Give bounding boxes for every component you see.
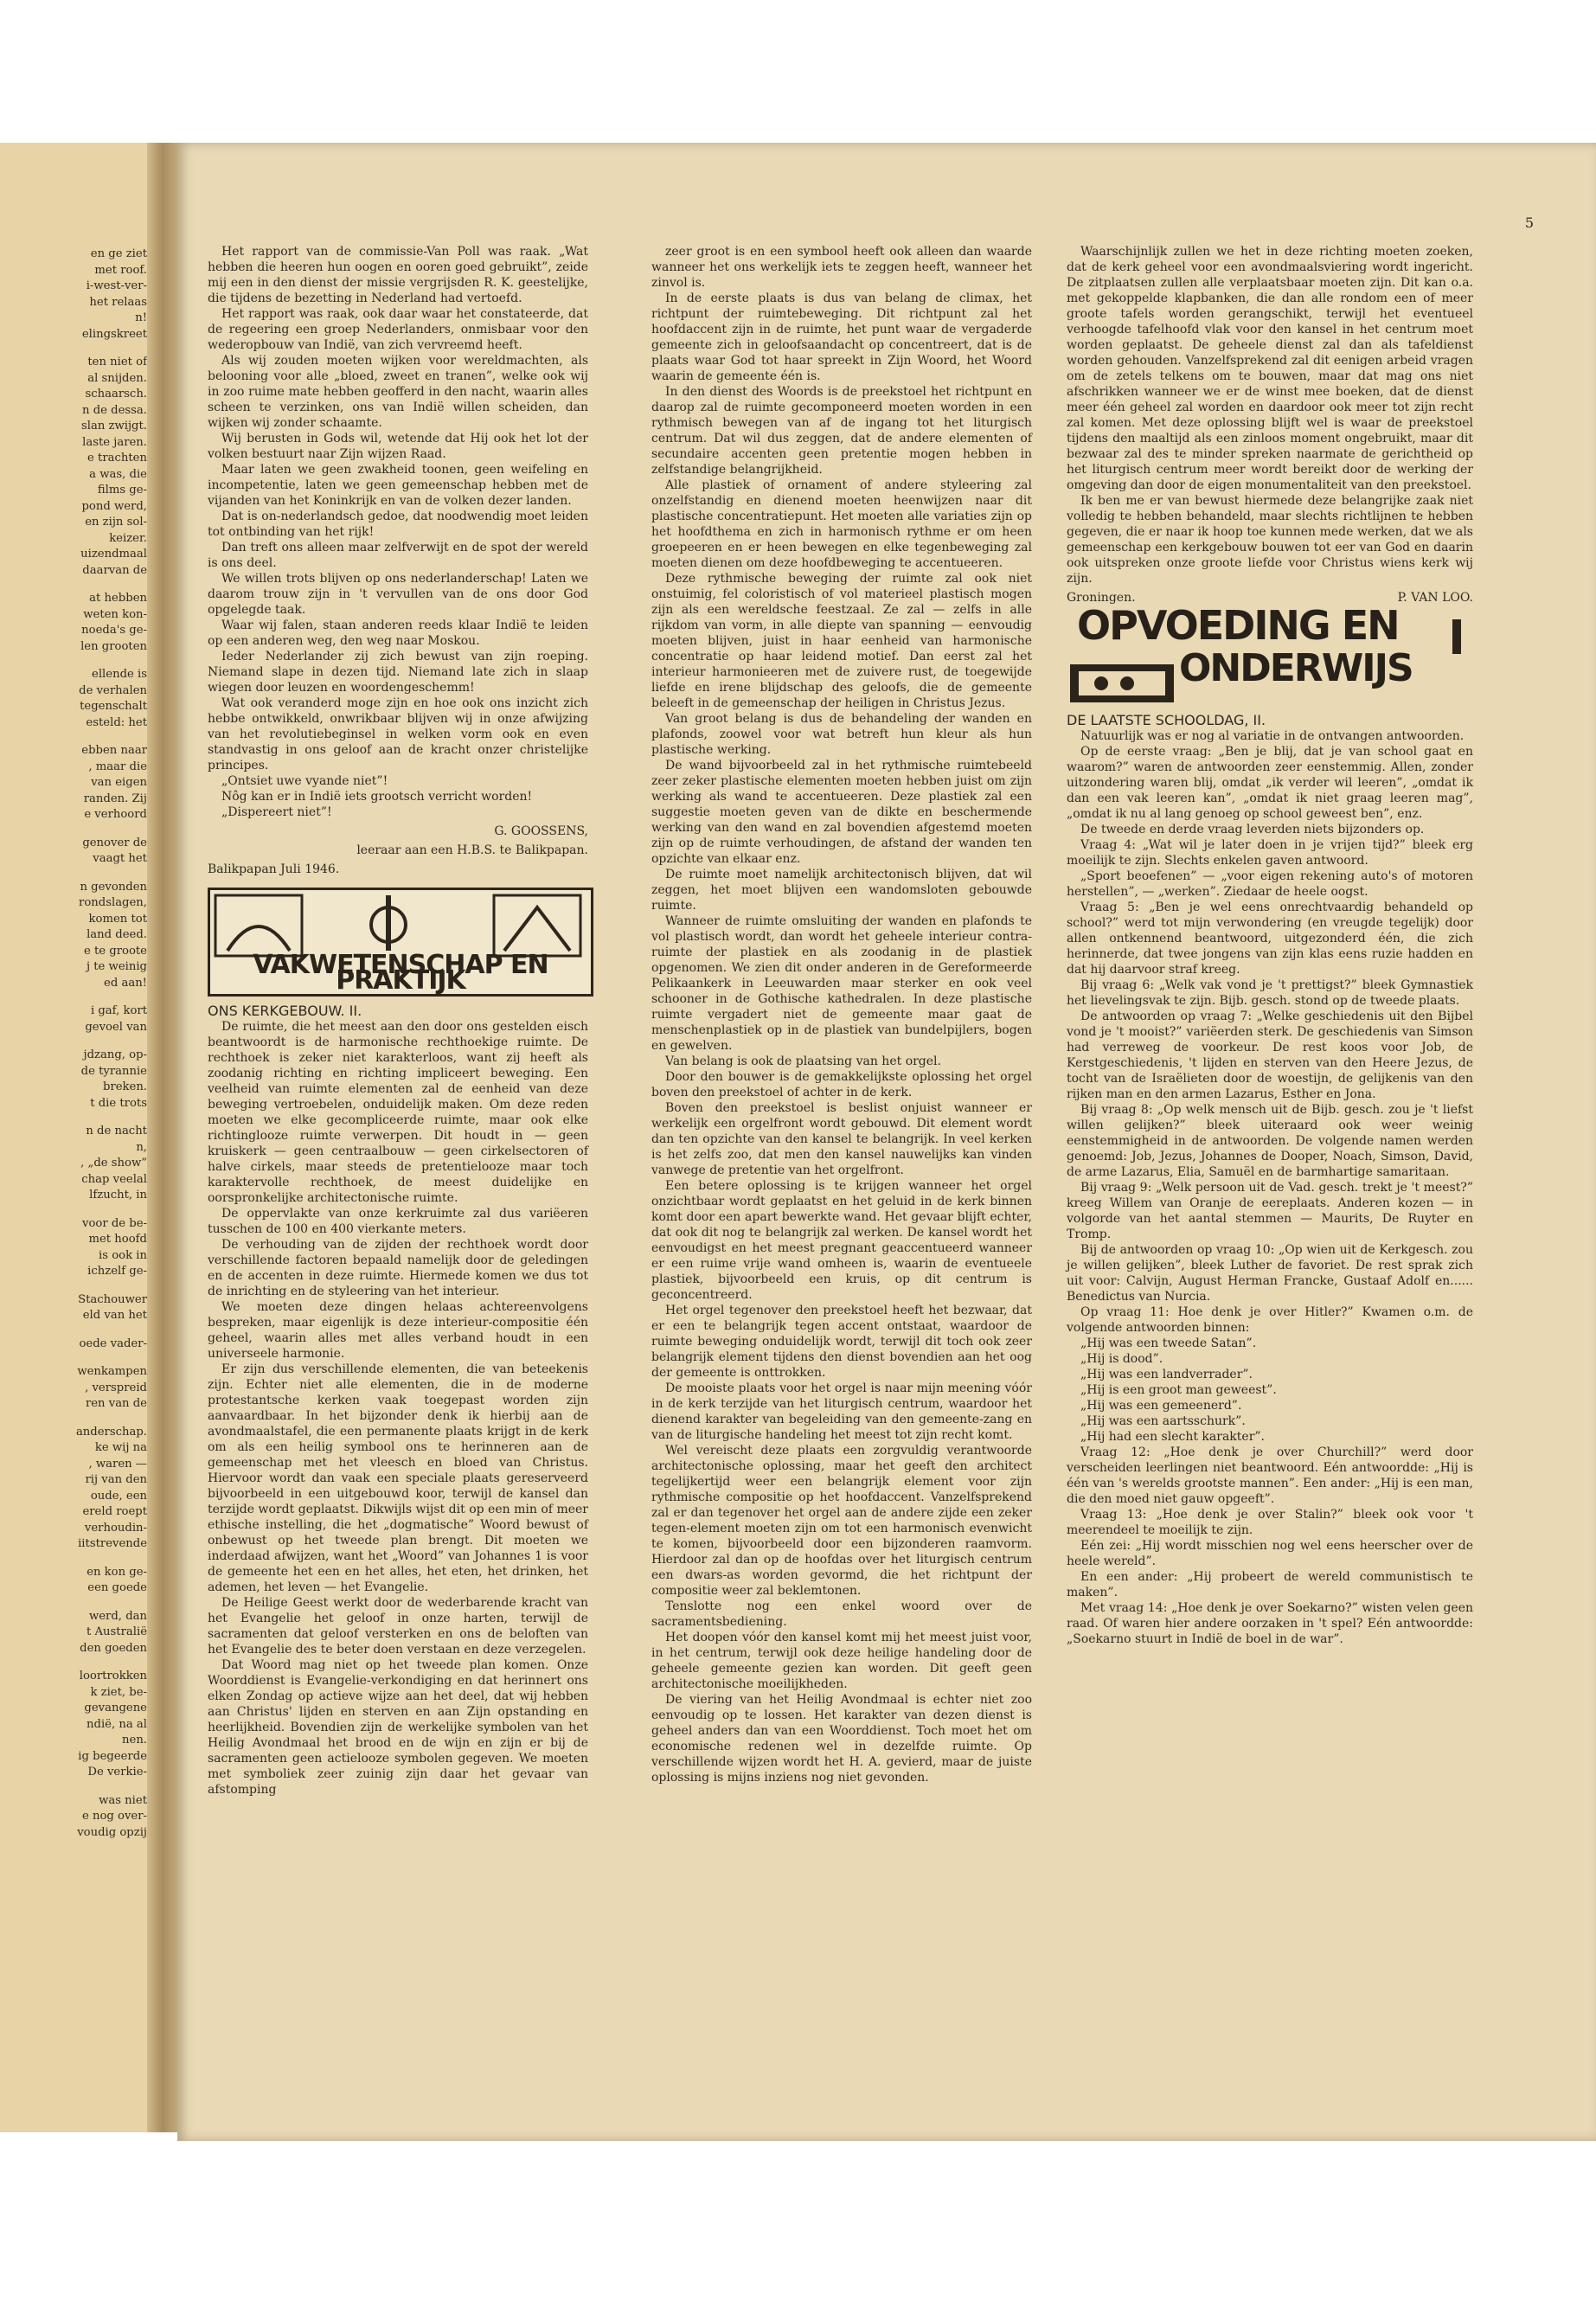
paragraph: Boven den preekstoel is beslist onjuist wanneer er werkelijk een orgelfront wordt gebouwd. Dit element wordt dan ten opzichte van den kansel te belangrijk. In veel kerken is het zelfs zoo, dat men den kansel nauwelijks kan vinden vanwege de pretentie van het orgelfront. [651, 1101, 1032, 1177]
left-fragment-line: nen. [122, 1734, 147, 1747]
paragraph: De ruimte, die het meest aan den door ons gestelden eisch beantwoordt is de harmonische rechthoekige ruimte. De rechthoek is zeker niet karakterloos, want zij heeft als zoodanig richting en richting impliceert beweging. Een veelheid van ruimte elementen zal de eenheid van deze beweging vertroebelen, onduidelijk maken. Om deze reden moeten we elke gecompliceerde ruimte, maar ook elke richtinglooze ruimte verwerpen. Dit houdt in — geen kruiskerk — geen centraalbouw — geen cirkelsectoren of halve cirkels, maar steeds de pretentielooze maar toch karaktervolle rechthoek, de meest duidelijke en oorspronkelijke architectonische ruimte. [208, 1020, 588, 1205]
left-fragment-line: lfzucht, in [89, 1189, 147, 1202]
left-fragment-line: , verspreid [85, 1381, 147, 1394]
left-fragment-line: weten kon- [83, 607, 147, 621]
paragraph: „Ontsiet uwe vyande niet”! [221, 774, 388, 788]
left-fragment-line: n de dessa. [82, 403, 147, 417]
paragraph: We willen trots blijven op ons nederlanderschap! Laten we daarom trouw zijn in 't vervullen van de ons door God opgelegde taak. [208, 572, 588, 617]
paragraph: Bij vraag 9: „Welk persoon uit de Vad. gesch. trekt je 't meest?” kreeg Willem van Oranje de eereplaats. Anderen kozen — in volgorde van het aantal stemmen — Maurits, De Ruyter en Tromp. [1067, 1181, 1473, 1241]
left-fragment-line: j te weinig [86, 960, 147, 973]
paragraph: „Hij was een aartsschurk”. [1080, 1414, 1246, 1428]
left-fragment-line: oede vader- [79, 1336, 147, 1350]
left-fragment-line: i-west-ver- [86, 279, 147, 292]
left-fragment-line [0, 1204, 147, 1216]
left-fragment-line: ig begeerde [78, 1749, 147, 1763]
column-1 [208, 244, 588, 1798]
column-3-paragraphs [1067, 244, 1473, 586]
left-fragment-line [0, 1553, 147, 1565]
left-fragment-line: keizer. [109, 531, 147, 545]
left-fragment-line [0, 1112, 147, 1124]
paragraph: Natuurlijk was er nog al variatie in de ontvangen antwoorden. [1080, 729, 1465, 743]
left-fragment-line: voor de be- [82, 1216, 147, 1230]
signature: G. GOOSSENS, [494, 824, 588, 838]
left-fragment-line: schaarsch. [85, 388, 147, 401]
paragraph: „Hij was een gemeenerd”. [1080, 1399, 1242, 1413]
left-fragment-line: noeda's ge- [81, 624, 147, 637]
paragraph: De verhouding van de zijden der rechthoek wordt door verschillende factoren bepaald namelijk door de geledingen en de accenten in deze ruimte. Hiermede komen we dus tot de inrichting en de styleering van het interieur. [208, 1238, 588, 1298]
left-fragment-line: daarvan de [82, 563, 147, 577]
left-fragment-line [0, 579, 147, 591]
left-fragment-line: ereld roept [82, 1505, 147, 1518]
paragraph: „Hij was een landverrader”. [1080, 1368, 1253, 1381]
paragraph: En een ander: „Hij probeert de wereld communistisch te maken”. [1067, 1570, 1473, 1599]
left-fragment-line: vaagt het [93, 852, 147, 865]
left-fragment-line: n! [135, 311, 147, 324]
left-fragment-line: komen tot [88, 912, 147, 926]
paragraph: Als wij zouden moeten wijken voor wereldmachten, als belooning voor alle „bloed, zweet en tranen”, welke ook wij in zoo ruime mate hebben geofferd in den nacht, waarin alles scheen te verzinken, ons van Indië willen scheiden, dan wijken wij zonder schaamte. [208, 354, 588, 430]
left-fragment-line: k ziet, be- [90, 1685, 147, 1699]
paragraph: Vraag 12: „Hoe denk je over Churchill?” werd door verscheiden leerlingen niet beantwoord. Eén antwoordde: „Hij is één van 's werelds grootste mannen”. Een ander: „Hij is een man, die den moed niet gauw opgeeft”. [1067, 1445, 1473, 1506]
left-fragment-line: slan zwijgt. [80, 420, 147, 433]
left-fragment-line: randen. Zij [83, 792, 147, 805]
author: P. VAN LOO. [1397, 591, 1473, 605]
left-fragment-line: e verhoord [84, 808, 147, 821]
signature-role: leeraar aan een H.B.S. te Balikpapan. [356, 843, 588, 857]
left-fragment-line: een goede [87, 1581, 147, 1594]
left-fragment-line: tegenschalt [80, 700, 147, 713]
left-fragment-line: n gevonden [80, 880, 147, 894]
paragraph: Er zijn dus verschillende elementen, die van beteekenis zijn. Echter niet alle elementen, die in de moderne protestantsche kerken vaak toegepast worden zijn aanvaardbaar. In het bijzonder denk ik hierbij aan de avondmaalstafel, die een permanente plaats krijgt in de kerk om als een heilig symbool ons te herinneren aan de gemeenschap met het vleesch en bloed van Christus. Hiervoor wordt dan vaak een speciale plaats gereserveerd bijvoorbeeld in een uitgebouwd koor, terwijl de kansel dan terzijde wordt geplaatst. Dikwijls wijst dit op een min of meer ethische instelling, die het „dogmatische” Woord bewust of onbewust op het tweede plan brengt. Dit moeten we inderdaad afwijzen, want het „Woord” van Johannes 1 is voor de gemeente het een en het alles, het eten, het drinken, het ademen, het leven — het Evangelie. [208, 1362, 588, 1594]
paragraph: Waar wij falen, staan anderen reeds klaar Indië te leiden op een anderen weg, den weg naar Moskou. [208, 619, 588, 648]
left-fragment-line: jdzang, op- [83, 1048, 147, 1061]
column-3-article [1067, 728, 1473, 1647]
left-fragment-line: Stachouwer [78, 1292, 147, 1306]
paragraph: Dan treft ons alleen maar zelfverwijt en de spot der wereld is ons deel. [208, 541, 588, 570]
paragraph: Op de eerste vraag: „Ben je blij, dat je van school gaat en waarom?” waren de antwoorden zeer eenstemmig. Allen, zonder uitzondering waren blij, omdat „ik verder wil leeren”, „omdat ik dan een vak leeren kan”, „omdat ik niet graag leeren mag”, „omdat ik nu al lang genoeg op school geweest ben”, enz. [1067, 745, 1473, 821]
left-fragment-line [0, 1781, 147, 1793]
left-fragment-line: n, [136, 1140, 147, 1154]
place: Groningen. [1067, 591, 1136, 605]
banner-title: VAKWETENSCHAP EN PRAKTIJK [253, 950, 548, 996]
left-fragment-line: de verhalen [79, 683, 147, 697]
paragraph: „Dispereert niet”! [221, 805, 332, 819]
left-fragment-line [0, 1657, 147, 1669]
left-fragment-line: De verkie- [87, 1766, 147, 1779]
left-fragment-line: ebben naar [81, 744, 147, 757]
book-gutter [147, 143, 182, 2132]
column-3 [1067, 244, 1473, 1647]
paragraph: Door den bouwer is de gemakkelijkste oplossing het orgel boven den preekstoel of achter in de kerk. [651, 1070, 1032, 1099]
paragraph: Nôg kan er in Indië iets grootsch verricht worden! [221, 790, 533, 804]
paragraph: De tweede en derde vraag leverden niets bijzonders op. [1080, 823, 1425, 836]
paragraph: Waarschijnlijk zullen we het in deze richting moeten zoeken, dat de kerk geheel voor een avondmaalsviering wordt ingericht. De zitplaatsen zullen alle verplaatsbaar moeten zijn. Dit kan o.a. met gekoppelde klapbanken, die dan alle rondom een of meer groote tafels worden gerangschikt, terwijl het eventueel verhoogde tafelhoofd vlak voor den kansel in het centrum moet worden geplaatst. De geheele dienst zal dan als tafeldienst worden gehouden. Vanzelfsprekend zal dit eenigen arbeid vragen om de zetels telkens om te bouwen, maar dat mag ons niet afschrikken wanneer we er de winst mee boeken, dat de dienst meer één geheel zal worden en daardoor ook meer tot zijn recht zal komen. Met deze oplossing blijft wel is waar de preekstoel tijdens den maaltijd als een zinloos moment ongebruikt, maar dit bezwaar zal des te minder spreken naarmate de gerichtheid op het liturgisch centrum meer wordt bereikt door de werking der omgeving dan door de eigen monumentaliteit van den preekstoel. [1067, 245, 1473, 492]
left-fragment-line: n de nacht [86, 1125, 147, 1138]
paragraph: Ik ben me er van bewust hiermede deze belangrijke zaak niet volledig te hebben behandeld, maar slechts richtlijnen te hebben gegeven, die er naar ik hoop toe kunnen mede werken, dat we als gemeenschap een kerkgebouw bouwen tot eer van God en daarin ook uitspreken onze groote liefde voor Christus wiens kerk wij zijn. [1067, 494, 1473, 586]
left-fragment-line: ed aan! [104, 976, 147, 990]
left-fragment-line: al snijden. [87, 371, 147, 385]
left-fragment-line: len grooten [80, 639, 147, 653]
paragraph: Vraag 5: „Ben je wel eens onrechtvaardig behandeld op school?” werd tot mijn verwondering (en vreugde tegelijk) door allen ontkennend beantwoord, uitgezonderd één, die zich herinnerde, dat twee jongens van zijn klas eens ruzie hadden en dat hij daarvoor straf kreeg. [1067, 901, 1473, 977]
paragraph: Van belang is ook de plaatsing van het orgel. [665, 1054, 941, 1068]
paragraph: Wanneer de ruimte omsluiting der wanden en plafonds te vol plastisch wordt, dan wordt het geheele interieur contra-ruimte der plastiek en als zoodanig in de plastiek opgenomen. We zien dit onder anderen in de Gereformeerde Pelikaankerk in Leeuwarden maar sterker en ook veel schooner in de Gothische kathedralen. In deze plastische ruimte vergadert niet de gemeente maar gaat de menschenplastiek op in de plastiek van bundelpijlers, bogen en gewelven. [651, 914, 1032, 1053]
column-1-paragraphs [208, 244, 588, 820]
paragraph: Het orgel tegenover den preekstoel heeft het bezwaar, dat er een te belangrijk tegen accent ontstaat, waardoor de ruimte beweging onduidelijk wordt, terwijl dit toch ook zeer belangrijk element tijdens den dienst bovendien aan het oog der gemeente is onttrokken. [651, 1304, 1032, 1380]
left-fragment-line: voudig opzij [77, 1825, 147, 1839]
paragraph: Een betere oplossing is te krijgen wanneer het orgel onzichtbaar wordt geplaatst en het geluid in de kerk binnen komt door een apart bewerkte wand. Het gevaar blijft echter, dat ook dit nog te belangrijk zal werken. De kansel wordt het eenvoudigst en het meest pregnant geaccentueerd wanneer er een ruime vrije wand omheen is, waarin de eventueele plastiek, bijvoorbeeld een kruis, op dit centrum is geconcentreerd. [651, 1179, 1032, 1302]
left-fragment-line: laste jaren. [82, 435, 147, 449]
paragraph: Maar laten we geen zwakheid toonen, geen weifeling en incompetentie, laten we geen gemeenschap hebben met de vijanden van het Koninkrijk en van de volken dezer landen. [208, 463, 588, 508]
left-fragment-line: ten niet of [87, 356, 147, 369]
left-fragment-line [0, 343, 147, 355]
paragraph: Van groot belang is dus de behandeling der wanden en plafonds, zoowel voor wat betreft hun kleur als hun plastische werking. [651, 712, 1032, 757]
left-fragment-line: oude, een [90, 1489, 147, 1503]
left-page-text [0, 247, 147, 1841]
column-2-paragraphs [651, 244, 1032, 1785]
paragraph: zeer groot is en een symbool heeft ook alleen dan waarde wanneer het ons werkelijk iets te zeggen heeft, wanneer het zinvol is. [651, 245, 1032, 290]
left-fragment-line: werd, dan [88, 1609, 147, 1623]
paragraph: Deze rythmische beweging der ruimte zal ook niet onstuimig, fel coloristisch of vol materieel plastisch mogen zijn als een wereldsche feestzaal. Ze zal — zelfs in alle rijkdom van vorm, in alle diepte van spanning — eenvoudig moeten blijven, juist in haar eenheid van harmonische concentratie op haar leidend motief. Dan eerst zal het interieur harmonieeren met de zuivere rust, de toegewijde liefde en irene blijdschap des geloofs, die de gemeente beleeft in de gemeenschap der heiligen in Christus Jezus. [651, 572, 1032, 710]
page-number: 5 [1524, 215, 1534, 231]
paragraph: „Hij was een tweede Satan”. [1080, 1336, 1257, 1350]
left-fragment-line: en zijn sol- [85, 516, 147, 529]
left-fragment-line: t Australië [87, 1625, 147, 1638]
left-fragment-line: ndië, na al [87, 1717, 147, 1731]
left-fragment-line [0, 824, 147, 836]
paragraph: Het rapport van de commissie-Van Poll was raak. „Wat hebben die heeren hun oogen en ooren goed gebruikt”, zeide mij een in den dienst der missie vergrijsden R. K. geestelijke, die tijdens de bezetting in Nederland had vertoefd. [208, 245, 588, 305]
left-fragment-line [0, 1413, 147, 1425]
paragraph: Vraag 13: „Hoe denk je over Stalin?” bleek ook voor 't meerendeel te moeilijk te zijn. [1067, 1508, 1473, 1537]
paragraph: Het rapport was raak, ook daar waar het constateerde, dat de regeering een groep Nederlanders, onmisbaar voor den wederopbouw van Indië, van zich vervreemd heeft. [208, 307, 588, 352]
left-fragment-line: de tyrannie [80, 1064, 147, 1078]
left-fragment-line: en ge ziet [90, 247, 147, 260]
paragraph: „Hij had een slecht karakter”. [1080, 1430, 1265, 1444]
paragraph: „Hij is dood”. [1080, 1352, 1163, 1366]
left-fragment-line: land deed. [87, 928, 147, 941]
left-fragment-line: ichzelf ge- [87, 1265, 147, 1278]
paragraph: „Hij is een groot man geweest”. [1080, 1383, 1277, 1397]
paragraph: In den dienst des Woords is de preekstoel het richtpunt en daarop zal de ruimte gecomponeerd moeten worden in een rythmisch bewegen van af de ingang tot het liturgisch centrum. Dat wil dus zeggen, dat de andere elementen of secundaire accenten geen pretentie mogen hebben in zelfstandige belangrijkheid. [651, 385, 1032, 477]
left-fragment-line: ellende is [92, 668, 147, 681]
paragraph: Bij de antwoorden op vraag 10: „Op wien uit de Kerkgesch. zou je willen gelijken”, bleek Luther de favoriet. De rest sprak zich uit voor: Calvijn, August Herman Francke, Gustaaf Adolf en...... Benedictus van Nurcia. [1067, 1243, 1473, 1304]
column-2 [651, 244, 1032, 1785]
paragraph: Met vraag 14: „Hoe denk je over Soekarno?” wisten velen geen raad. Of waren hier andere oorzaken in 't spel? Eén antwoordde: „Soekarno stuurt in Indië de boel in de war”. [1067, 1601, 1473, 1646]
left-fragment-line: chap veelal [81, 1172, 147, 1186]
paragraph: Het doopen vóór den kansel komt mij het meest juist voor, in het centrum, terwijl ook deze heilige handeling door de geheele gemeente gezien kan worden. Dit geeft geen architectonische moeilijkheden. [651, 1631, 1032, 1691]
paragraph: De mooiste plaats voor het orgel is naar mijn meening vóór in de kerk terzijde van het liturgisch centrum, waardoor het dienend karakter van begeleiding van den gemeente-zang en van de liturgische handeling het meest tot zijn recht komt. [651, 1381, 1032, 1442]
left-fragment-line: e nog over- [81, 1810, 147, 1823]
left-fragment-line: eld van het [82, 1309, 147, 1322]
banner2-line2: ONDERWIJS [1179, 646, 1413, 690]
paragraph: „Sport beoefenen” — „voor eigen rekening auto's of motoren herstellen”, — „werken”. Ziedaar de heele oogst. [1067, 869, 1473, 899]
dateline: Balikpapan Juli 1946. [208, 862, 340, 876]
paragraph: De ruimte moet namelijk architectonisch blijven, dat wil zeggen, het moet blijven een wandomsloten gebouwde ruimte. [651, 868, 1032, 913]
left-fragment-line: at hebben [89, 592, 147, 605]
left-fragment-line: verhoudin- [84, 1521, 147, 1535]
paragraph: Dat is on-nederlandsch gedoe, dat noodwendig moet leiden tot ontbinding van het rijk! [208, 510, 588, 539]
left-fragment-line: en kon ge- [87, 1565, 147, 1579]
left-fragment-line: gevoel van [85, 1020, 147, 1034]
left-fragment-line: rondslagen, [79, 896, 147, 909]
left-fragment-line [0, 991, 147, 1003]
left-fragment-line: i gaf, kort [90, 1004, 147, 1017]
left-fragment-line: genover de [82, 836, 147, 849]
paragraph: Eén zei: „Hij wordt misschien nog wel eens heerscher over de heele wereld”. [1067, 1539, 1473, 1568]
paragraph: Bij vraag 8: „Op welk mensch uit de Bijb. gesch. zou je 't liefst willen gelijken?” bleek uiteraard ook weer weinig eenstemmigheid in de antwoorden. De volgende namen werden genoemd: Job, Jezus, Johannes de Dooper, Noach, Simson, David, de arme Lazarus, Elia, Samuël en de barmhartige samaritaan. [1067, 1103, 1473, 1179]
left-fragment-line: anderschap. [75, 1425, 147, 1439]
left-fragment-line: het relaas [89, 295, 147, 309]
left-page-fragment [0, 143, 156, 2132]
opvoeding-banner [1067, 602, 1473, 708]
left-fragment-line [0, 1280, 147, 1292]
left-fragment-line: ke wij na [94, 1441, 147, 1454]
left-fragment-line: was niet [99, 1793, 147, 1807]
left-fragment-line: t die trots [90, 1096, 147, 1110]
paragraph: Op vraag 11: Hoe denk je over Hitler?” Kwamen o.m. de volgende antwoorden binnen: [1067, 1305, 1473, 1335]
paragraph: Dat Woord mag niet op het tweede plan komen. Onze Woorddienst is Evangelie-verkondiging en dat herinnert ons elken Zondag op actieve wijze aan het deel, dat wij hebben aan Christus' lijden en sterven en aan Zijn opstanding en heerlijkheid. Bovendien zijn de werkelijke symbolen van het Heilig Avondmaal het brood en de wijn en zijn er bij de sacramenten geen actielooze symbolen gegeven. We moeten met symboliek zeer zuinig zijn daar het gevaar van afstomping [208, 1658, 588, 1797]
paragraph: De oppervlakte van onze kerkruimte zal dus variëeren tusschen de 100 en 400 vierkante meters. [208, 1207, 588, 1236]
left-fragment-line: met hoofd [88, 1233, 147, 1246]
left-fragment-line: is ook in [99, 1248, 147, 1262]
left-fragment-line: , maar die [88, 760, 147, 773]
left-fragment-line: uizendmaal [80, 548, 147, 561]
left-fragment-line [0, 655, 147, 667]
paragraph: De antwoorden op vraag 7: „Welke geschiedenis uit den Bijbel vond je 't mooist?” variëerden sterk. De geschiedenis van Simson had verreweg de voorkeur. De rest koos voor Job, de Kerstgeschiedenis, 't lijden en sterven van den Heere Jezus, de tocht van de Israëlieten door de woestijn, de gelijkenis van den rijken man en den armen Lazarus, Esther en Jona. [1067, 1009, 1473, 1101]
left-fragment-line [0, 868, 147, 880]
paragraph: De wand bijvoorbeeld zal in het rythmische ruimtebeeld zeer zeker plastische elementen moeten hebben juist om zijn werking als wand te accentueeren. Deze plastiek zal een suggestie moeten geven van de dikte en beschermende werking van den wand en zal bovendien afgestemd moeten zijn op de ruimte verhoudingen, de afstand der wanden ten opzichte van elkaar enz. [651, 759, 1032, 866]
paragraph: Wij berusten in Gods wil, wetende dat Hij ook het lot der volken bestuurt naar Zijn wijzen Raad. [208, 432, 588, 461]
left-fragment-line: e trachten [87, 452, 147, 465]
paragraph: Wel vereischt deze plaats een zorgvuldig verantwoorde architectonische oplossing, maar het geeft den architect tegelijkertijd weer een belangrijk element voor zijn rythmische compositie op het hoofdaccent. Vanzelfsprekend zal er dan tegenover het orgel aan de andere zijde een zeker tegen-element moeten zijn om tot een harmonisch evenwicht te komen, bijvoorbeeld door een bijzonderen raamvorm. Hierdoor zal dan op de hoofdas over het liturgisch centrum een dwars-as worden gevormd, die het richtpunt der compositie weer zal beklemtonen. [651, 1444, 1032, 1598]
paragraph: Wat ook veranderd moge zijn en hoe ook ons inzicht zich hebbe ontwikkeld, onwrikbaar blijven wij in onze afwijzing van het revolutiebeginsel in welken vorm ook en even standvastig in ons geloof aan de kracht onzer christelijke principes. [208, 696, 588, 772]
banner2-line1: OPVOEDING EN [1077, 602, 1399, 649]
paragraph: De viering van het Heilig Avondmaal is echter niet zoo eenvoudig op te lossen. Het karakter van dezen dienst is geheel anders dan van een Woorddienst. Toch moet het om economische redenen wel in dezelfde ruimte. Op verschillende wijzen wordt het H. A. gevierd, maar de juiste oplossing is mijns inziens nog niet gevonden. [651, 1693, 1032, 1785]
paragraph: We moeten deze dingen helaas achtereenvolgens bespreken, maar eigenlijk is deze interieur-compositie één geheel, waarin alles met alles verband houdt in een universeele harmonie. [208, 1300, 588, 1361]
left-fragment-line: a was, die [89, 467, 147, 481]
left-fragment-line: wenkampen [77, 1365, 147, 1378]
left-fragment-line: breken. [102, 1080, 147, 1093]
paragraph: In de eerste plaats is dus van belang de climax, het richtpunt der ruimtebeweging. Dit richtpunt zal het hoofdaccent zijn in de ruimte, het punt waar de vergaderde gemeente zich in geloofsaandacht op concentreert, dat is de plaats waar God tot haar spreekt in Zijn Woord, het Woord waarin de gemeente één is. [651, 292, 1032, 383]
left-fragment-line: den goeden [80, 1641, 147, 1655]
paragraph: Vraag 4: „Wat wil je later doen in je vrijen tijd?” bleek erg moeilijk te zijn. Slechts enkelen gaven antwoord. [1067, 838, 1473, 868]
left-fragment-line [0, 1597, 147, 1609]
left-fragment-line: gevangene [84, 1702, 147, 1715]
left-fragment-line [0, 1352, 147, 1364]
left-fragment-line [0, 1035, 147, 1048]
left-fragment-line: rij van den [85, 1473, 147, 1486]
left-fragment-line: , „de show” [80, 1157, 147, 1170]
column-1-article [208, 1019, 588, 1798]
paragraph: De Heilige Geest werkt door de wederbarende kracht van het Evangelie het geloof in onze harten, terwijl de sacramenten dat geloof versterken en ons de beloften van het Evangelie des te beter doen verstaan en deze verzegelen. [208, 1596, 588, 1657]
left-fragment-line: ren van de [85, 1397, 147, 1410]
left-fragment-line: , waren — [88, 1457, 147, 1471]
paragraph: Alle plastiek of ornament of andere styleering zal onzelfstandig en dienend moeten heenwijzen naar dit plastische concentratiepunt. Het moeten alle variaties zijn op het hoofdthema en zich in harmonisch rythme er om heen groepeeren en er heen bewegen en elke tegenbeweging zal moeten dienen om deze hoofdbeweging te accentueeren. [651, 478, 1032, 570]
vakwetenschap-banner [208, 888, 593, 997]
paragraph: Ieder Nederlander zij zich bewust van zijn roeping. Niemand slape in dezen tijd. Niemand late zich in slaap wiegen door leuzen en woordengeschemm! [208, 650, 588, 695]
paragraph: Tenslotte nog een enkel woord over de sacramentsbediening. [651, 1599, 1032, 1629]
section-title-2: DE LAATSTE SCHOOLDAG, II. [1067, 712, 1266, 728]
left-fragment-line: elingskreet [81, 327, 147, 341]
left-fragment-line: loortrokken [79, 1670, 147, 1682]
left-fragment-line: films ge- [97, 484, 147, 497]
section-title: ONS KERKGEBOUW. II. [208, 1003, 362, 1019]
left-fragment-line [0, 731, 147, 743]
paragraph: Bij vraag 6: „Welk vak vond je 't prettigst?” bleek Gymnastiek het lievelingsvak te zijn. Bijb. gesch. stond op de tweede plaats. [1067, 978, 1473, 1008]
left-fragment-line: iitstrevende [78, 1537, 147, 1550]
left-fragment-line [0, 1324, 147, 1336]
left-fragment-line: pond werd, [81, 499, 147, 513]
left-fragment-line: esteld: het [86, 715, 147, 729]
page-footer-margin [177, 2141, 1596, 2301]
left-fragment-line: e te groote [83, 944, 147, 958]
left-fragment-line: van eigen [91, 776, 147, 789]
left-fragment-line: met roof. [94, 263, 147, 277]
